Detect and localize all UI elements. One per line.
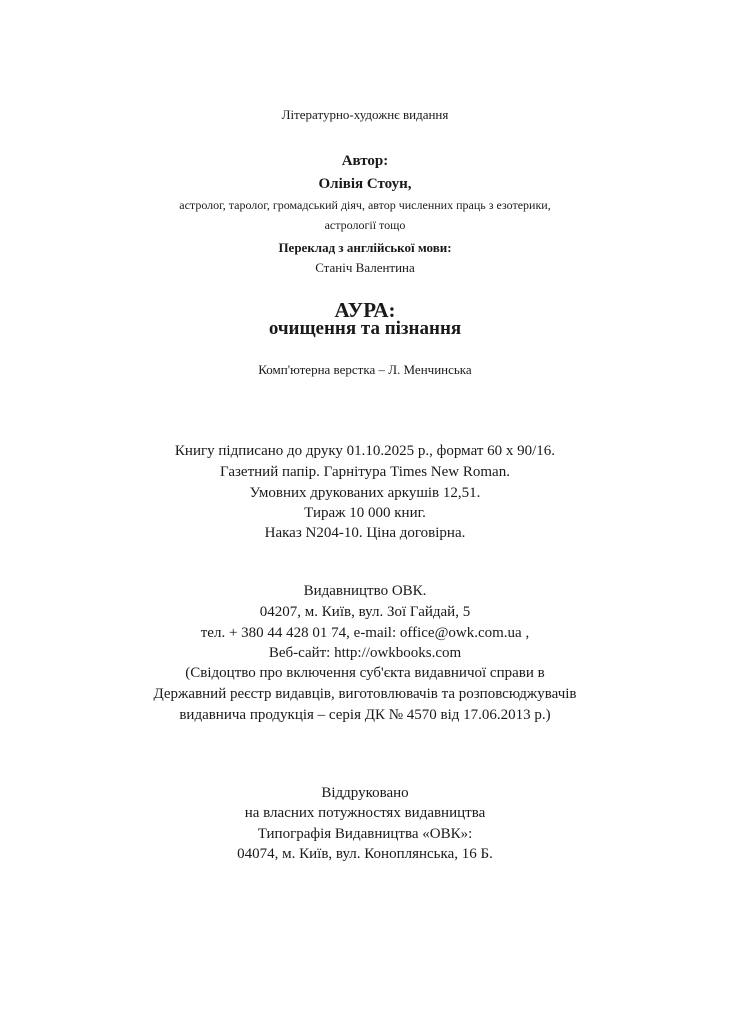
publisher-address: 04207, м. Київ, вул. Зої Гайдай, 5: [259, 604, 471, 620]
publisher-certificate-line: Державний реєстр видавців, виготовлювачів та розповсюджувачів: [153, 686, 577, 702]
translation-label: Переклад з англійської мови:: [278, 240, 452, 255]
publisher-certificate-line: видавнича продукція – серія ДК № 4570 від 17.06.2013 р.): [179, 707, 551, 723]
publisher-certificate-line: (Свідоцтво про включення суб'єкта видавничої справи в: [185, 665, 545, 681]
author-description-line-2: астрології тощо: [324, 218, 406, 232]
author-label: Автор:: [341, 153, 389, 169]
print-info-line: Тираж 10 000 книг.: [304, 505, 426, 521]
book-title: АУРА:: [334, 298, 396, 322]
printer-line: на власних потужностях видавництва: [244, 805, 486, 821]
printer-address: 04074, м. Київ, вул. Коноплянська, 16 Б.: [237, 846, 493, 862]
publisher-line: Видавництво ОВК.: [303, 583, 427, 599]
edition-type: Літературно-художнє видання: [281, 107, 449, 122]
publisher-contacts: тел. + 380 44 428 01 74, e-mail: office@owk.com.ua ,: [200, 625, 530, 641]
book-subtitle: очищення та пізнання: [268, 318, 462, 339]
printer-line: Віддруковано: [321, 785, 409, 801]
print-info-line: Книгу підписано до друку 01.10.2025 р., формат 60 х 90/16.: [174, 443, 556, 459]
layout-credit: Комп'ютерна верстка – Л. Менчинська: [258, 362, 472, 377]
author-description-line-1: астролог, таролог, громадський діяч, автор численних праць з езотерики,: [179, 198, 551, 212]
print-info-line: Умовних друкованих аркушів 12,51.: [249, 485, 481, 501]
translator-name: Станіч Валентина: [315, 260, 415, 275]
publisher-website: Веб-сайт: http://owkbooks.com: [268, 645, 462, 661]
printer-line: Типографія Видавництва «ОВК»:: [257, 826, 473, 842]
print-info-line: Газетний папір. Гарнітура Times New Roman.: [220, 464, 510, 480]
author-name: Олівія Стоун,: [318, 176, 412, 192]
print-info-line: Наказ N204-10. Ціна договірна.: [264, 525, 466, 541]
